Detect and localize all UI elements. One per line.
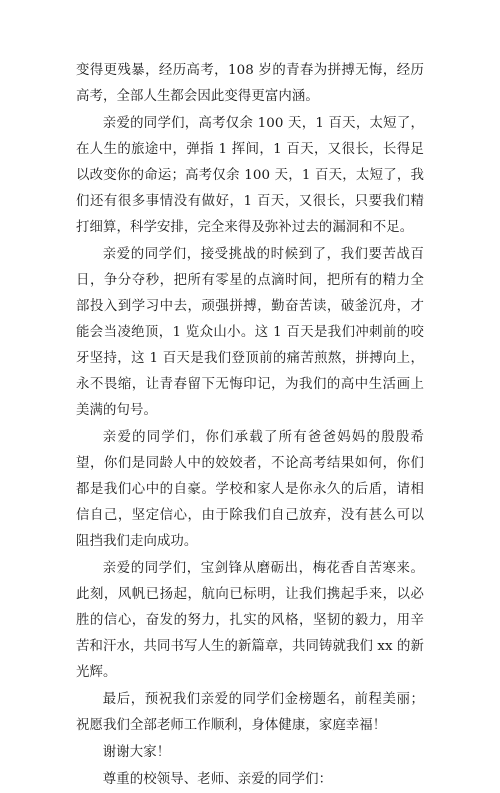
paragraph-1: 变得更残暴，经历高考，108 岁的青春为拼搏无悔，经历高考，全部人生都会因此变得更富内涵。 (76, 63, 424, 104)
paragraph-8: 尊重的校领导、老师、亲爱的同学们： (102, 772, 333, 787)
paragraph-4: 亲爱的同学们，你们承载了所有爸爸妈妈的殷殷希望，你们是同龄人中的姣姣者，不论高考结果如何，你们都是我们心中的自豪。学校和家人是你永久的后盾，请相信自己，坚定信心，由于除我们自己放弃，没有甚么可以阻挡我们走向成功。 (76, 430, 424, 549)
paragraph-5: 亲爱的同学们，宝剑锋从磨砺出，梅花香自苦寒来。此刻，风帆已扬起，航向已标明，让我们携起手来，以必胜的信心，奋发的努力，扎实的风格，坚韧的毅力，用辛苦和汗水，共同书写人生的新篇章，共同铸就我们 xx 的新光辉。 (76, 561, 424, 680)
paragraph-6: 最后，预祝我们亲爱的同学们金榜题名，前程美丽；祝愿我们全部老师工作顺利，身体健康，家庭幸福！ (76, 692, 424, 733)
paragraph-7: 谢谢大家！ (102, 745, 171, 760)
document-body (76, 58, 424, 793)
paragraph-2: 亲爱的同学们，高考仅余 100 天，1 百天，太短了，在人生的旅途中，弹指 1 挥间，1 百天，又很长，长得足以改变你的命运；高考仅余 100 天，1 百天，太短了，我们还有很多事情没有做好，1 百天，又很长，只要我们精打细算，科学安排，完全来得及弥补过去的漏洞和不足。 (76, 116, 424, 235)
paragraph-3: 亲爱的同学们，接受挑战的时候到了，我们要苦战百日，争分夺秒，把所有零星的点滴时间，把所有的精力全部投入到学习中去，顽强拼搏，勤奋苦读，破釜沉舟，才能会当凌绝顶，1 览众山小。这 1 百天是我们冲刺前的咬牙坚持，这 1 百天是我们登顶前的痛苦煎熬，拼搏向上，永不畏缩，让青春留下无悔印记，为我们的高中生活画上美满的句号。 (76, 247, 424, 418)
